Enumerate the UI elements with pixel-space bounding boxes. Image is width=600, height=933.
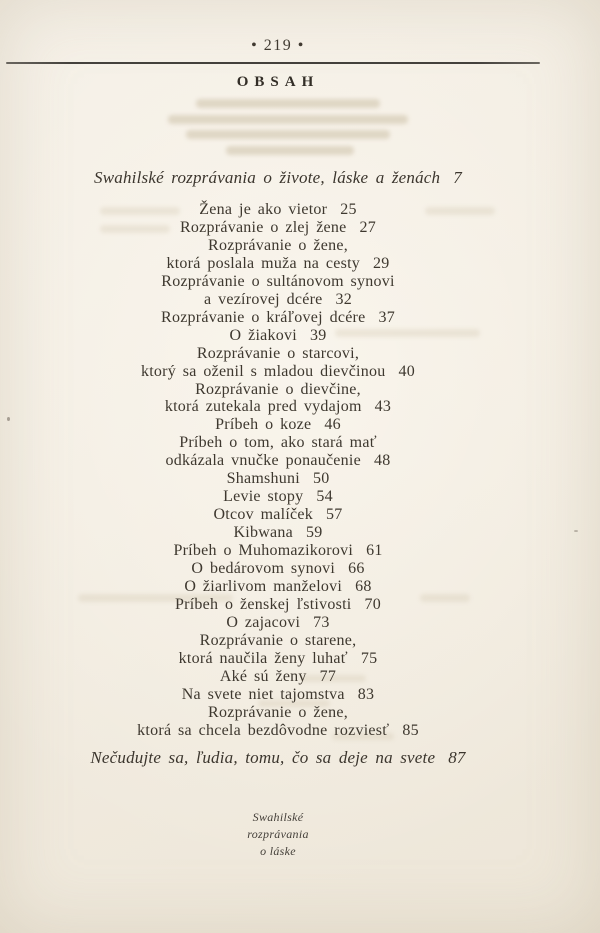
toc-line-page: 25 bbox=[340, 201, 357, 218]
toc-line-page: 54 bbox=[316, 488, 333, 506]
toc-line-page: 46 bbox=[324, 416, 341, 434]
toc-line bbox=[0, 560, 556, 578]
toc-line-text: O bedárovom synovi bbox=[191, 560, 336, 578]
toc-line-text: O žiarlivom manželovi bbox=[184, 578, 343, 596]
toc-line bbox=[0, 434, 556, 452]
toc-line-page: 66 bbox=[348, 560, 365, 578]
toc-line bbox=[0, 237, 556, 255]
toc-line-page: 85 bbox=[402, 721, 419, 739]
show-through-smudge bbox=[226, 146, 354, 155]
header-rule bbox=[6, 62, 540, 64]
toc-line-text: ktorá poslala muža na cesty bbox=[166, 254, 361, 272]
toc-section-page: 7 bbox=[453, 168, 462, 187]
toc-section-label: Nečudujte sa, ľudia, tomu, čo sa deje na svete bbox=[90, 748, 436, 767]
toc-line-page: 83 bbox=[357, 685, 375, 703]
toc-line bbox=[0, 578, 556, 596]
toc-line bbox=[0, 255, 556, 273]
toc-line-text: Levie stopy bbox=[223, 488, 304, 506]
toc-section-outro bbox=[0, 748, 556, 768]
toc-section-label: Swahilské rozprávania o živote, láske a ženách bbox=[94, 168, 441, 187]
toc-line bbox=[0, 632, 556, 650]
toc-line-page: 50 bbox=[312, 470, 330, 488]
toc-line bbox=[0, 345, 556, 363]
show-through-smudge bbox=[186, 130, 390, 139]
toc-line-text: Rozprávanie o starene, bbox=[199, 631, 357, 649]
toc-line-page: 29 bbox=[373, 254, 390, 272]
page-number: • 219 • bbox=[251, 37, 305, 54]
toc-line-text: Rozprávanie o starcovi, bbox=[196, 344, 360, 362]
toc-line-page: 40 bbox=[398, 362, 415, 380]
toc-line bbox=[0, 722, 556, 740]
toc-line-text: Aké sú ženy bbox=[219, 667, 307, 685]
toc-line bbox=[0, 273, 556, 291]
footer-series-title bbox=[0, 809, 556, 859]
toc-line bbox=[0, 524, 556, 542]
toc-line bbox=[0, 291, 556, 309]
toc-line-text: ktorý sa oženil s mladou dievčinou bbox=[140, 362, 386, 380]
toc-line bbox=[0, 668, 556, 686]
toc-section-intro bbox=[0, 168, 556, 188]
toc-line-text: a vezírovej dcére bbox=[203, 290, 323, 308]
toc-line-page: 32 bbox=[335, 290, 352, 308]
toc-line-page: 75 bbox=[360, 649, 378, 667]
toc-line bbox=[0, 704, 556, 722]
toc-line bbox=[0, 650, 556, 668]
toc-line bbox=[0, 470, 556, 488]
toc-line bbox=[0, 327, 556, 345]
toc-line-page: 59 bbox=[306, 524, 323, 542]
toc-line bbox=[0, 416, 556, 434]
toc-line bbox=[0, 614, 556, 632]
footer-line: rozprávania bbox=[247, 826, 309, 841]
toc-line-text: ktorá zutekala pred vydajom bbox=[164, 398, 362, 416]
toc-line bbox=[0, 488, 556, 506]
toc-section-page: 87 bbox=[448, 748, 466, 767]
toc-line-text: Rozprávanie o dievčine, bbox=[195, 380, 361, 398]
toc-line bbox=[0, 398, 556, 416]
toc-line-page: 77 bbox=[319, 667, 337, 685]
toc-line-page: 48 bbox=[373, 452, 391, 470]
toc-line-text: ktorá sa chcela bezdôvodne rozviesť bbox=[137, 721, 390, 739]
toc-line bbox=[0, 542, 556, 560]
toc-entries bbox=[0, 201, 556, 740]
toc-line bbox=[0, 686, 556, 704]
toc-line-text: O žiakovi bbox=[229, 326, 297, 344]
toc-line-page: 27 bbox=[359, 218, 376, 236]
toc-line-text: Kibwana bbox=[233, 524, 293, 542]
toc-line bbox=[0, 506, 556, 524]
show-through-smudge bbox=[196, 99, 380, 108]
show-through-smudge bbox=[168, 115, 408, 124]
toc-line-text: Príbeh o tom, ako stará mať bbox=[179, 434, 377, 452]
toc-line-text: ktorá naučila ženy luhať bbox=[178, 649, 348, 667]
toc-line bbox=[0, 219, 556, 237]
toc-line-text: Na svete niet tajomstva bbox=[181, 685, 345, 703]
toc-line-page: 37 bbox=[378, 308, 395, 326]
toc-line bbox=[0, 309, 556, 327]
toc-line-page: 43 bbox=[374, 398, 392, 416]
toc-line bbox=[0, 381, 556, 399]
page-title: OBSAH bbox=[236, 74, 320, 90]
toc-line-text: Rozprávanie o kráľovej dcére bbox=[161, 308, 366, 326]
toc-line bbox=[0, 596, 556, 614]
footer-line: Swahilské bbox=[252, 810, 304, 824]
toc-line-text: Príbeh o Muhomazikorovi bbox=[173, 542, 354, 560]
footer-line: o láske bbox=[260, 843, 296, 858]
toc-line-text: Rozprávanie o žene, bbox=[208, 703, 348, 721]
toc-line-text: Rozprávanie o sultánovom synovi bbox=[161, 272, 395, 290]
dust-speck bbox=[574, 530, 578, 532]
toc-line-text: Príbeh o ženskej ľstivosti bbox=[175, 595, 352, 613]
toc-line-text: Rozprávanie o zlej žene bbox=[180, 218, 347, 236]
toc-line bbox=[0, 363, 556, 381]
toc-line-text: O zajacovi bbox=[226, 613, 301, 631]
toc-line bbox=[0, 452, 556, 470]
toc-line-text: odkázala vnučke ponaučenie bbox=[165, 452, 361, 470]
toc-line-page: 39 bbox=[309, 326, 327, 344]
toc-line-text: Rozprávanie o žene, bbox=[208, 236, 348, 254]
toc-line-page: 57 bbox=[326, 506, 343, 524]
toc-line-text: Shamshuni bbox=[226, 470, 300, 488]
toc-line-page: 73 bbox=[313, 613, 330, 631]
toc-line-text: Príbeh o koze bbox=[215, 416, 312, 434]
toc-line-text: Žena je ako vietor bbox=[199, 201, 328, 218]
toc-line bbox=[0, 201, 556, 219]
toc-line-page: 70 bbox=[364, 595, 381, 613]
toc-line-text: Otcov malíček bbox=[213, 506, 313, 524]
toc-line-page: 61 bbox=[366, 542, 383, 560]
toc-line-page: 68 bbox=[355, 578, 372, 596]
